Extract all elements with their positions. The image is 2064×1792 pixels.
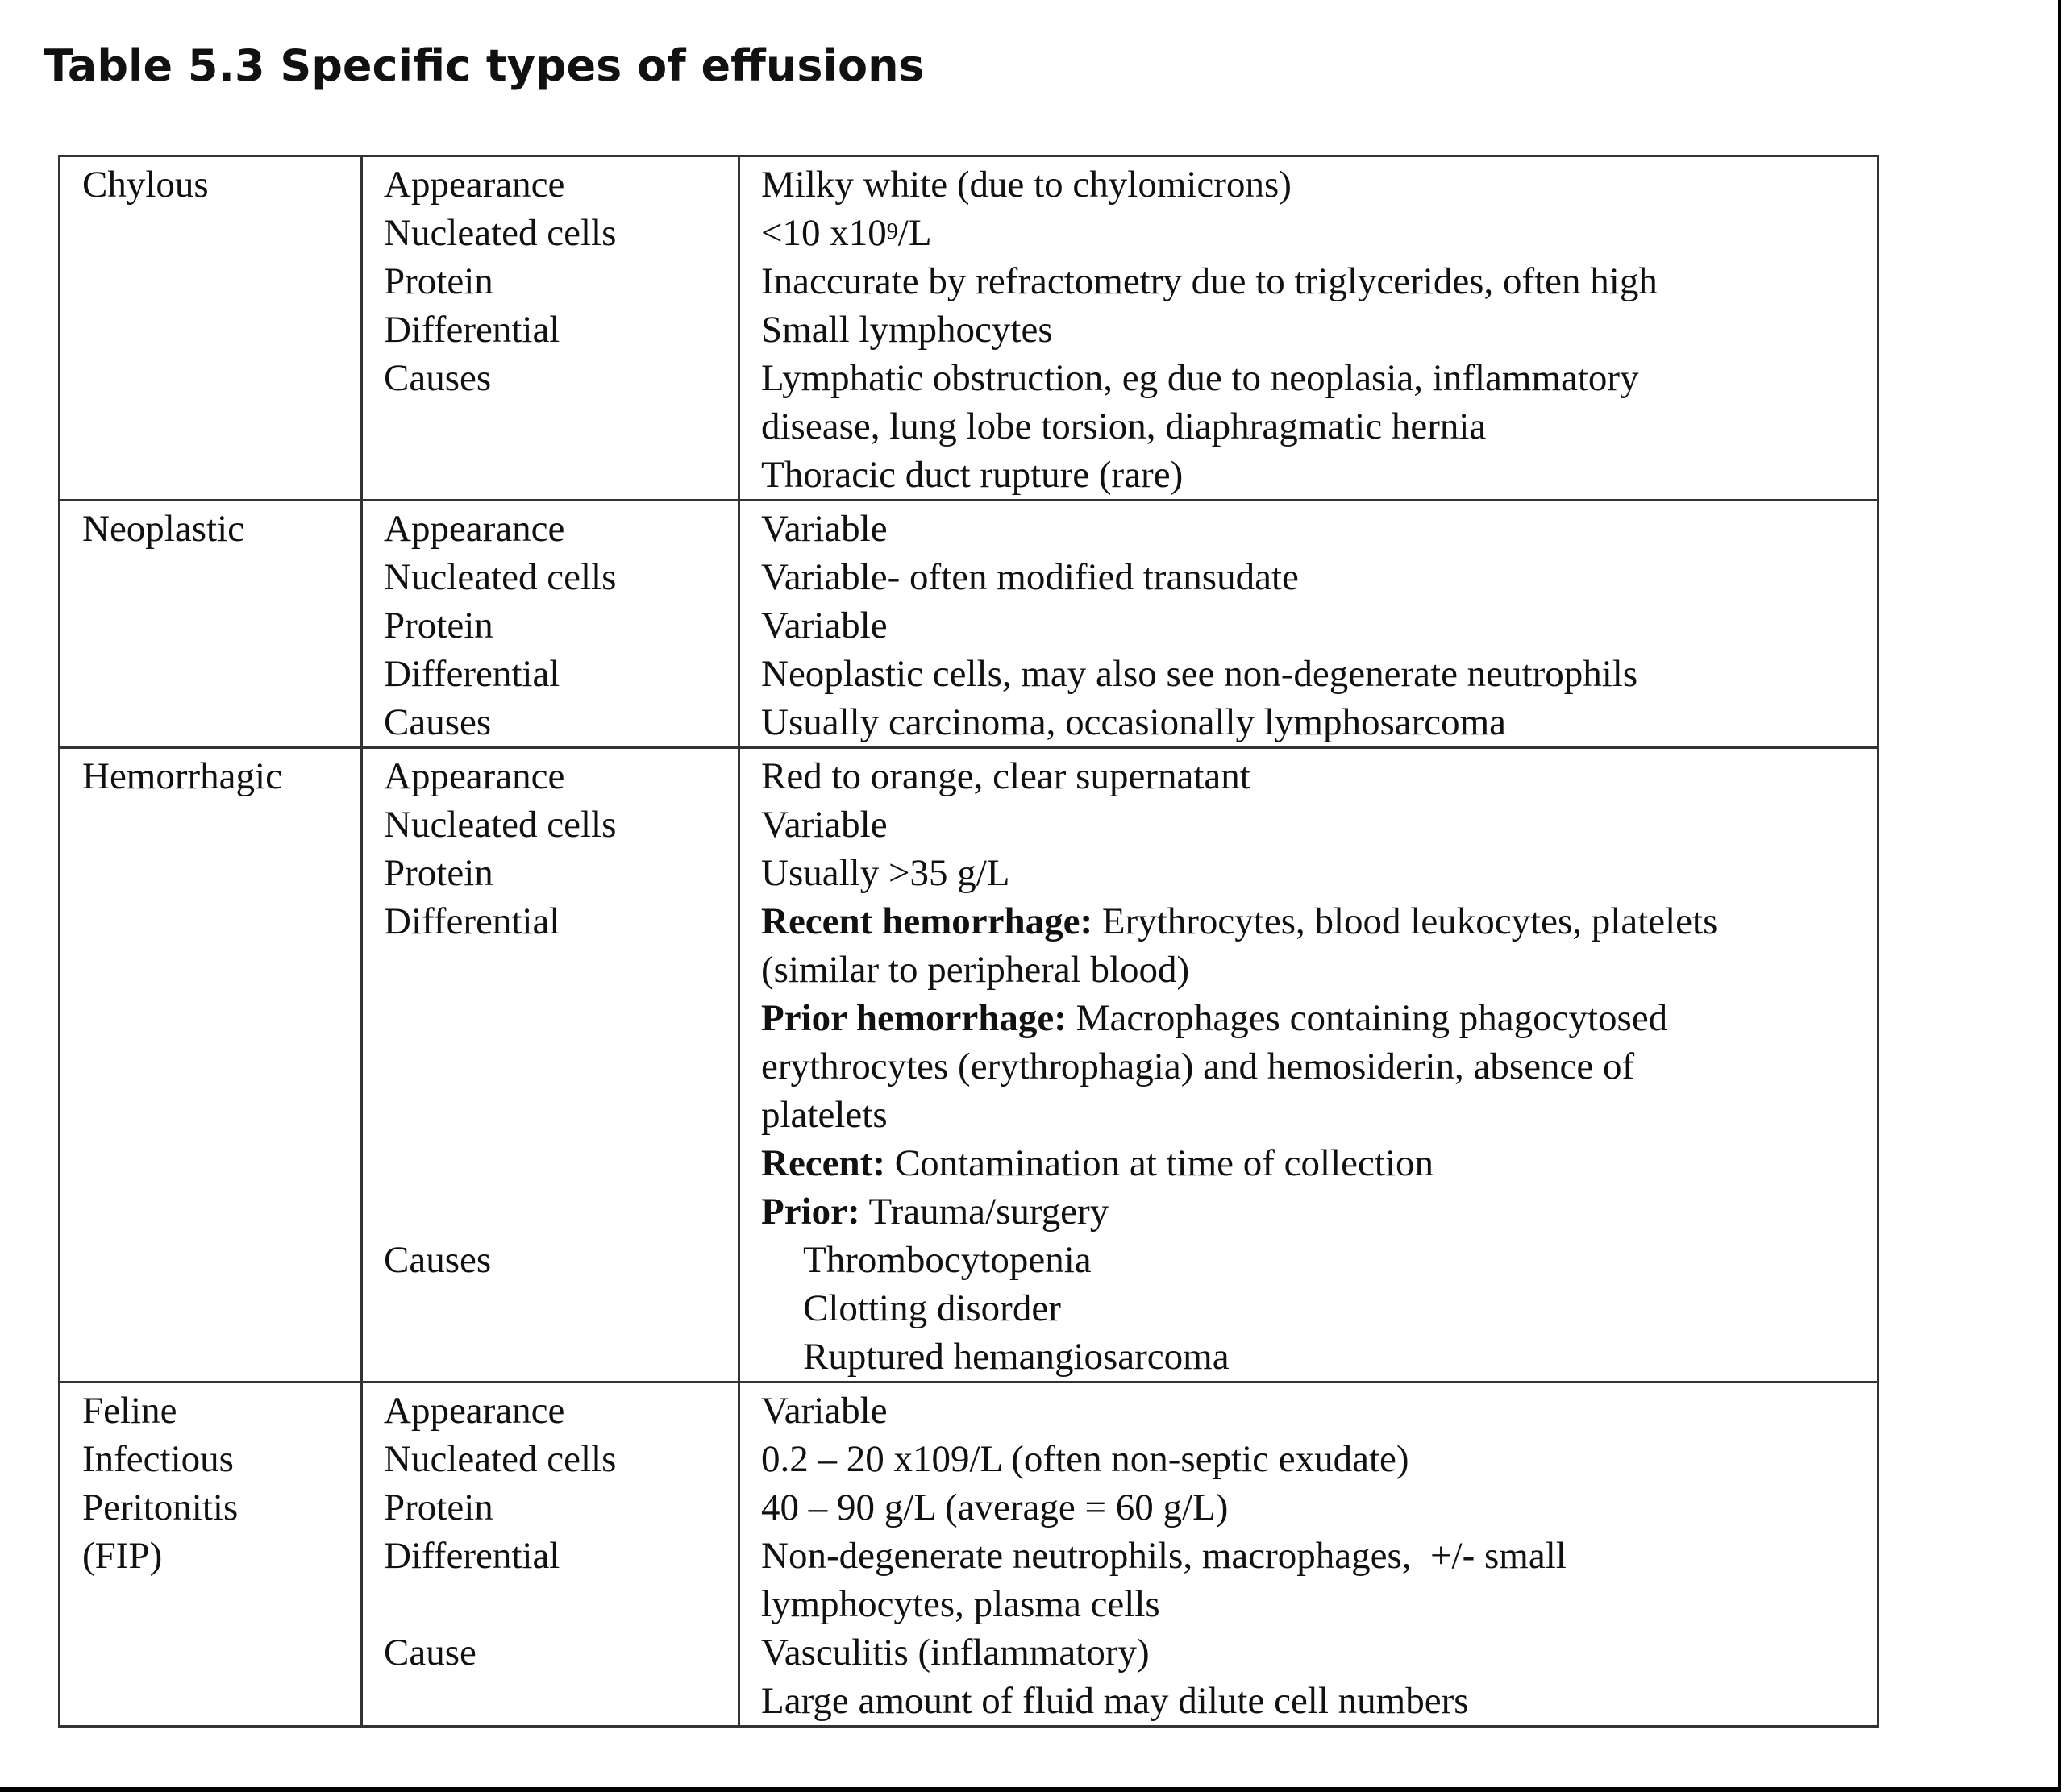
param-label: Protein <box>384 852 493 894</box>
value-text: 40 – 90 g/L (average = 60 g/L) <box>761 1486 1229 1528</box>
value-text: Variable <box>761 1390 888 1432</box>
value-text: 0.2 – 20 x109/L (often non-septic exudate) <box>761 1438 1409 1480</box>
type-cell <box>60 501 362 748</box>
bold-label: Prior hemorrhage: <box>761 997 1067 1039</box>
param-label: Appearance <box>384 164 565 206</box>
effusion-type: Infectious <box>82 1438 234 1480</box>
value-text: platelets <box>761 1094 888 1136</box>
value-text: Inaccurate by refractometry due to triglycerides, often high <box>761 260 1658 302</box>
param-cell <box>362 1382 739 1727</box>
value-text: Red to orange, clear supernatant <box>761 755 1250 797</box>
value-text <box>761 897 1869 946</box>
bold-label: Recent hemorrhage: <box>761 900 1093 942</box>
param-label: Differential <box>384 900 560 942</box>
param-cell <box>362 501 739 748</box>
value-text: Large amount of fluid may dilute cell numbers <box>761 1680 1469 1722</box>
value-cell <box>739 501 1879 748</box>
effusion-type: Peritonitis <box>82 1486 239 1528</box>
param-label: Nucleated cells <box>384 1438 617 1480</box>
spacer <box>384 1580 723 1628</box>
effusion-type: (FIP) <box>82 1535 163 1577</box>
value-text: Usually carcinoma, occasionally lymphosarcoma <box>761 701 1507 743</box>
value-part: Erythrocytes, blood leukocytes, platelets <box>1092 900 1718 942</box>
value-part: <10 x10 <box>761 212 887 254</box>
value-text: disease, lung lobe torsion, diaphragmatic hernia <box>761 405 1487 447</box>
spacer <box>384 946 723 1091</box>
param-label: Nucleated cells <box>384 804 617 846</box>
list-item: Ruptured hemangiosarcoma <box>803 1336 1230 1378</box>
param-label: Protein <box>384 1486 493 1528</box>
value-text: Milky white (due to chylomicrons) <box>761 164 1292 206</box>
effusion-table <box>58 155 1879 1728</box>
bold-label: Prior: <box>761 1191 860 1233</box>
param-label: Differential <box>384 309 560 351</box>
param-label: Nucleated cells <box>384 212 617 254</box>
bold-label: Recent: <box>761 1142 885 1184</box>
param-label: Protein <box>384 605 493 647</box>
spacer <box>384 1091 723 1236</box>
value-text <box>761 1139 1869 1187</box>
type-cell <box>60 1382 362 1727</box>
value-text: lymphocytes, plasma cells <box>761 1583 1160 1625</box>
list-item: Thrombocytopenia <box>803 1239 1092 1281</box>
value-part: Contamination at time of collection <box>884 1142 1434 1184</box>
value-cell <box>739 1382 1879 1727</box>
value-text: Vasculitis (inflammatory) <box>761 1632 1150 1674</box>
value-text: Non-degenerate neutrophils, macrophages, +/- small <box>761 1535 1567 1577</box>
value-text: Thoracic duct rupture (rare) <box>761 454 1184 496</box>
table-row-fip <box>60 1382 1879 1727</box>
value-text <box>761 1187 1869 1236</box>
param-label: Protein <box>384 260 493 302</box>
param-label: Appearance <box>384 508 565 550</box>
param-label: Differential <box>384 653 560 695</box>
value-text: erythrocytes (erythrophagia) and hemosiderin, absence of <box>761 1046 1635 1087</box>
param-label: Differential <box>384 1535 560 1577</box>
superscript: 9 <box>886 219 898 244</box>
value-text: Usually >35 g/L <box>761 852 1010 894</box>
type-cell <box>60 156 362 501</box>
effusion-type: Neoplastic <box>82 508 244 550</box>
param-label: Causes <box>384 357 492 399</box>
effusion-type: Chylous <box>82 164 209 206</box>
table-row-chylous <box>60 156 1879 501</box>
param-cell <box>362 748 739 1382</box>
value-cell <box>739 156 1879 501</box>
value-part: Macrophages containing phagocytosed <box>1066 997 1668 1039</box>
value-text: Variable- often modified transudate <box>761 556 1299 598</box>
value-text: Variable <box>761 508 888 550</box>
param-label: Nucleated cells <box>384 556 617 598</box>
value-text: Variable <box>761 804 888 846</box>
value-part: Trauma/surgery <box>859 1191 1109 1233</box>
param-label: Appearance <box>384 1390 565 1432</box>
table-row-hemorrhagic <box>60 748 1879 1382</box>
param-label: Causes <box>384 1239 492 1281</box>
value-text: Small lymphocytes <box>761 309 1053 351</box>
value-text: (similar to peripheral blood) <box>761 949 1190 991</box>
value-text: Lymphatic obstruction, eg due to neoplasia, inflammatory <box>761 357 1639 399</box>
param-cell <box>362 156 739 501</box>
param-label: Causes <box>384 701 492 743</box>
list-item: Clotting disorder <box>803 1287 1061 1329</box>
table-row-neoplastic <box>60 501 1879 748</box>
effusion-type: Feline <box>82 1390 177 1432</box>
value-text <box>761 994 1869 1042</box>
page-title: Table 5.3 Specific types of effusions <box>44 40 925 91</box>
value-text <box>761 209 1869 257</box>
param-label: Cause <box>384 1632 476 1674</box>
type-cell <box>60 748 362 1382</box>
value-cell <box>739 748 1879 1382</box>
value-text: Neoplastic cells, may also see non-degenerate neutrophils <box>761 653 1638 695</box>
value-part: /L <box>897 212 932 254</box>
param-label: Appearance <box>384 755 565 797</box>
value-text: Variable <box>761 605 888 647</box>
effusion-type: Hemorrhagic <box>82 755 282 797</box>
